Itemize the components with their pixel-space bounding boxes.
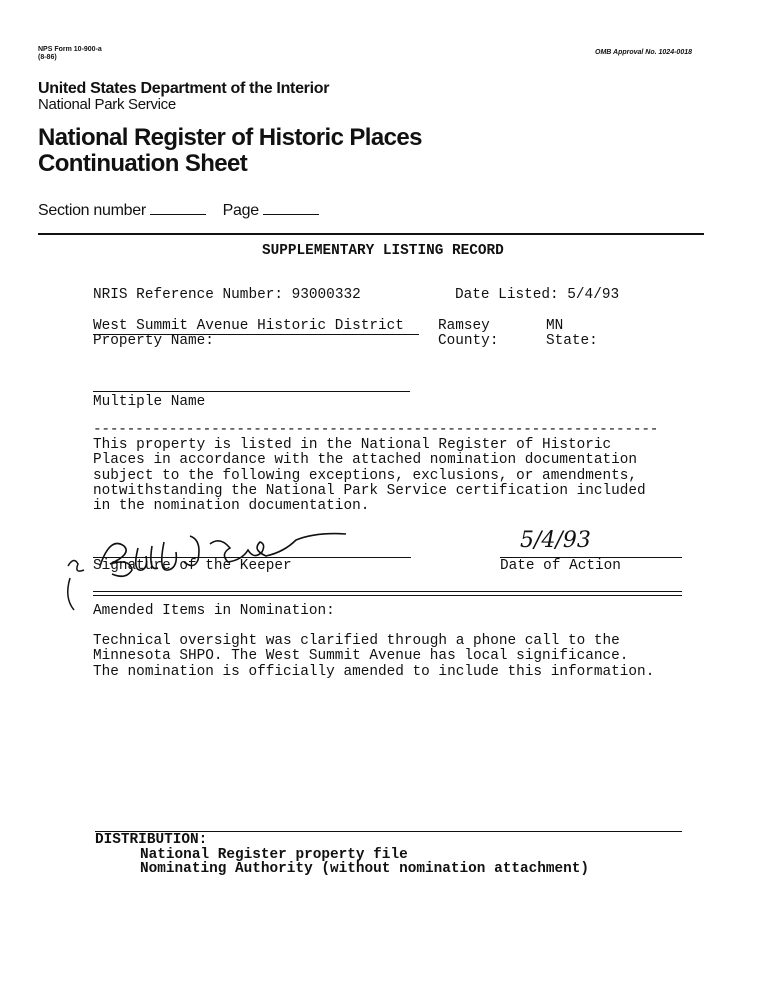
section-page-row	[38, 202, 319, 220]
state-value: MN	[546, 318, 564, 334]
header-divider	[38, 233, 704, 235]
date-listed-label: Date Listed:	[455, 287, 559, 303]
nris-label: NRIS Reference Number:	[93, 287, 283, 303]
amendment-text: Technical oversight was clarified through a phone call to the Minnesota SHPO. The West Summit Avenue has local significance. The nomination is officially amended to include this information.	[93, 633, 655, 680]
page-number-field	[263, 213, 319, 215]
form-number-text: NPS Form 10-900-a	[38, 46, 102, 53]
state-label: State:	[546, 333, 598, 349]
section-number-field	[150, 213, 206, 215]
record-heading: SUPPLEMENTARY LISTING RECORD	[262, 243, 504, 259]
service-name: National Park Service	[38, 96, 176, 113]
page-label: Page	[222, 202, 259, 219]
multiple-name-line	[93, 391, 410, 392]
omb-approval: OMB Approval No. 1024-0018	[595, 49, 692, 56]
distribution-item: National Register property file	[140, 847, 408, 863]
nris-reference	[93, 287, 361, 303]
property-name-label: Property Name:	[93, 333, 214, 349]
listing-statement: This property is listed in the National Register of Historic Places in accordance with the attached nomination documentation subject to the following exceptions, exclusions, or amendments, notwithstanding the National Park Service certification included in the nomination documentation.	[93, 437, 646, 515]
double-separator-top	[93, 591, 682, 592]
department-name: United States Department of the Interior	[38, 80, 330, 97]
date-of-action-value: 5/4/93	[520, 528, 591, 553]
nris-value: 93000332	[291, 287, 361, 303]
form-date-text: (8-86)	[38, 54, 57, 61]
county-value: Ramsey	[438, 318, 490, 334]
page-subtitle: Continuation Sheet	[38, 150, 248, 177]
distribution-label: DISTRIBUTION:	[95, 832, 208, 848]
distribution-item: Nominating Authority (without nomination attachment)	[140, 861, 590, 877]
county-label: County:	[438, 333, 499, 349]
signature-label: Signature of the Keeper	[93, 558, 292, 574]
dashed-separator: -------------------------------------------------------------------	[93, 422, 659, 438]
property-name-value: West Summit Avenue Historic District	[93, 318, 404, 334]
double-separator-bottom	[93, 595, 682, 596]
form-number	[38, 46, 102, 62]
date-of-action-label: Date of Action	[500, 558, 621, 574]
multiple-name-label: Multiple Name	[93, 394, 206, 410]
date-listed-value: 5/4/93	[567, 287, 620, 303]
section-number-label: Section number	[38, 202, 146, 219]
page-title: National Register of Historic Places	[38, 124, 422, 151]
date-listed	[455, 287, 619, 303]
amended-items-label: Amended Items in Nomination:	[93, 603, 335, 619]
